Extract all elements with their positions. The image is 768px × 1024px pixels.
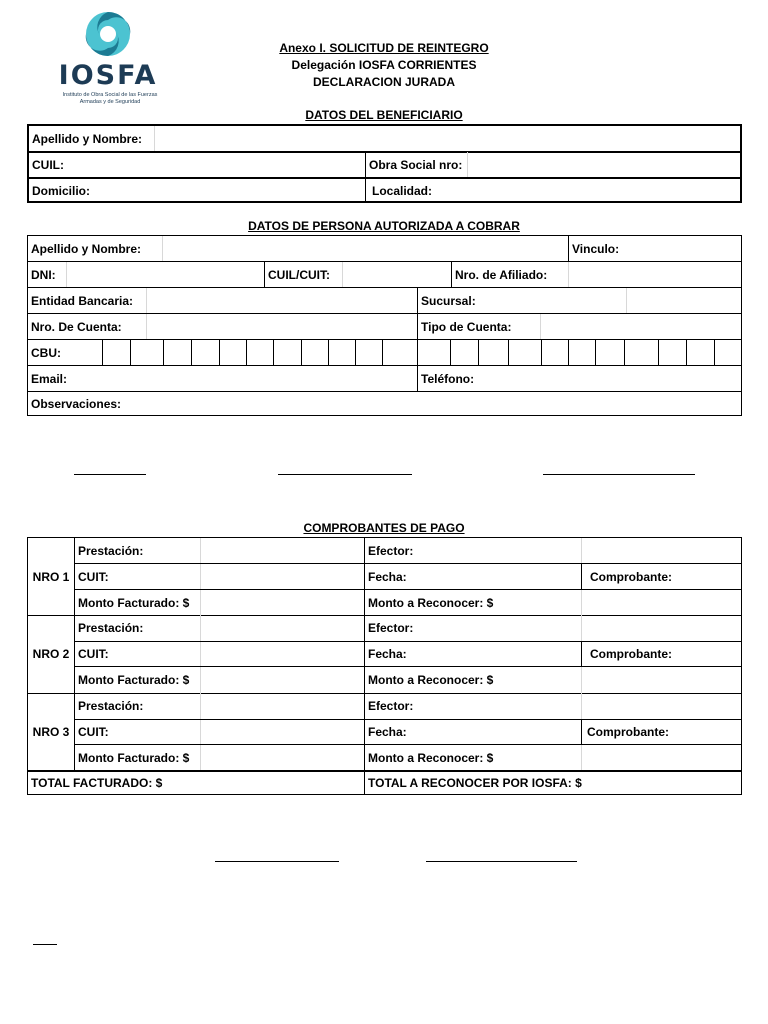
- comprobante-2-cuit: CUIT:: [78, 646, 109, 661]
- comprobante-3-comprobante: Comprobante:: [587, 724, 669, 739]
- section-title-beneficiario: DATOS DEL BENEFICIARIO: [305, 108, 463, 122]
- comprobante-nro-2: NRO 2: [32, 647, 70, 661]
- beneficiario-row-cuil: [29, 152, 740, 177]
- total-reconocer-label: TOTAL A RECONOCER POR IOSFA: $: [368, 775, 582, 790]
- autorizada-row-dni: [28, 262, 741, 287]
- comprobante-3-monto-facturado: Monto Facturado: $: [78, 750, 190, 765]
- section-title-comprobantes: COMPROBANTES DE PAGO: [303, 521, 465, 535]
- comprobante-nro-3: NRO 3: [32, 724, 70, 739]
- comprobante-2-monto-facturado: Monto Facturado: $: [78, 673, 190, 687]
- comprobante-3-efector: Efector:: [368, 699, 414, 713]
- beneficiario-localidad-label: Localidad:: [372, 183, 433, 198]
- signature-line: [278, 474, 412, 475]
- iosfa-logo: [56, 8, 166, 106]
- comprobante-3-monto-reconocer: Monto a Reconocer: $: [368, 750, 494, 765]
- comprobante-1-fecha: Fecha:: [368, 569, 407, 584]
- signature-line: [74, 474, 146, 475]
- autorizada-tipo-cuenta-label: Tipo de Cuenta:: [421, 319, 512, 334]
- beneficiario-row-domicilio: [29, 178, 740, 203]
- comprobante-3-fecha: Fecha:: [368, 724, 407, 739]
- beneficiario-row-name: [29, 126, 740, 151]
- autorizada-dni-label: DNI:: [31, 267, 56, 282]
- beneficiario-cuil-label: CUIL:: [32, 157, 64, 172]
- autorizada-observaciones-label: Observaciones:: [31, 397, 122, 411]
- autorizada-row-cuenta: [28, 314, 741, 339]
- autorizada-apellido-label: Apellido y Nombre:: [31, 242, 142, 256]
- signature-line: [426, 861, 577, 862]
- beneficiario-obra-social-label: Obra Social nro:: [369, 157, 463, 172]
- autorizada-row-cbu: [28, 340, 741, 365]
- comprobante-2-fecha: Fecha:: [368, 646, 407, 661]
- autorizada-telefono-label: Teléfono:: [421, 371, 475, 386]
- autorizada-email-label: Email:: [31, 371, 68, 386]
- signature-line: [215, 861, 339, 862]
- autorizada-row-name: [28, 236, 741, 262]
- autorizada-table: [27, 235, 742, 416]
- declaration-label: DECLARACION JURADA: [312, 75, 455, 89]
- comprobante-1-prestacion: Prestación:: [78, 543, 144, 558]
- comprobante-3-cuit: CUIT:: [78, 724, 109, 739]
- section-title-autorizada: DATOS DE PERSONA AUTORIZADA A COBRAR: [248, 219, 520, 233]
- comprobante-2-prestacion: Prestación:: [78, 621, 144, 635]
- beneficiario-table: [27, 124, 742, 203]
- comprobante-2-comprobante: Comprobante:: [590, 646, 672, 661]
- comprobante-3-prestacion: Prestación:: [78, 699, 144, 713]
- autorizada-cbu-label: CBU:: [31, 345, 61, 360]
- autorizada-nro-cuenta-label: Nro. De Cuenta:: [31, 319, 122, 334]
- logo-wordmark: IOSFA: [58, 60, 158, 91]
- delegation-label: Delegación IOSFA CORRIENTES: [291, 58, 477, 72]
- autorizada-row-entidad: [28, 288, 741, 313]
- comprobante-1-cuit: CUIT:: [78, 569, 109, 584]
- comprobantes-table: [27, 537, 742, 795]
- signature-line: [543, 474, 695, 475]
- comprobante-1-monto-reconocer: Monto a Reconocer: $: [368, 595, 494, 610]
- logo-subtitle: Instituto de Obra Social de las Fuerzas Armadas y de Seguridad: [62, 92, 158, 105]
- autorizada-row-observaciones: [28, 392, 741, 416]
- autorizada-cuil-cuit-label: CUIL/CUIT:: [268, 267, 330, 282]
- comprobante-nro-1: NRO 1: [32, 569, 70, 584]
- comprobante-1-comprobante: Comprobante:: [590, 569, 672, 584]
- autorizada-nro-afiliado-label: Nro. de Afiliado:: [455, 267, 548, 282]
- comprobante-1-efector: Efector:: [368, 543, 414, 558]
- signature-line: [33, 944, 57, 945]
- comprobante-2-monto-reconocer: Monto a Reconocer: $: [368, 673, 494, 687]
- comprobante-1-monto-facturado: Monto Facturado: $: [78, 595, 190, 610]
- form-title: Anexo I. SOLICITUD DE REINTEGRO: [279, 41, 489, 55]
- autorizada-entidad-label: Entidad Bancaria:: [31, 293, 134, 308]
- autorizada-sucursal-label: Sucursal:: [421, 293, 476, 308]
- comprobante-2-efector: Efector:: [368, 621, 414, 635]
- beneficiario-apellido-label: Apellido y Nombre:: [32, 131, 143, 146]
- autorizada-vinculo-label: Vinculo:: [572, 242, 620, 256]
- autorizada-row-email: [28, 366, 741, 391]
- total-facturado-label: TOTAL FACTURADO: $: [31, 775, 163, 790]
- beneficiario-domicilio-label: Domicilio:: [32, 183, 91, 198]
